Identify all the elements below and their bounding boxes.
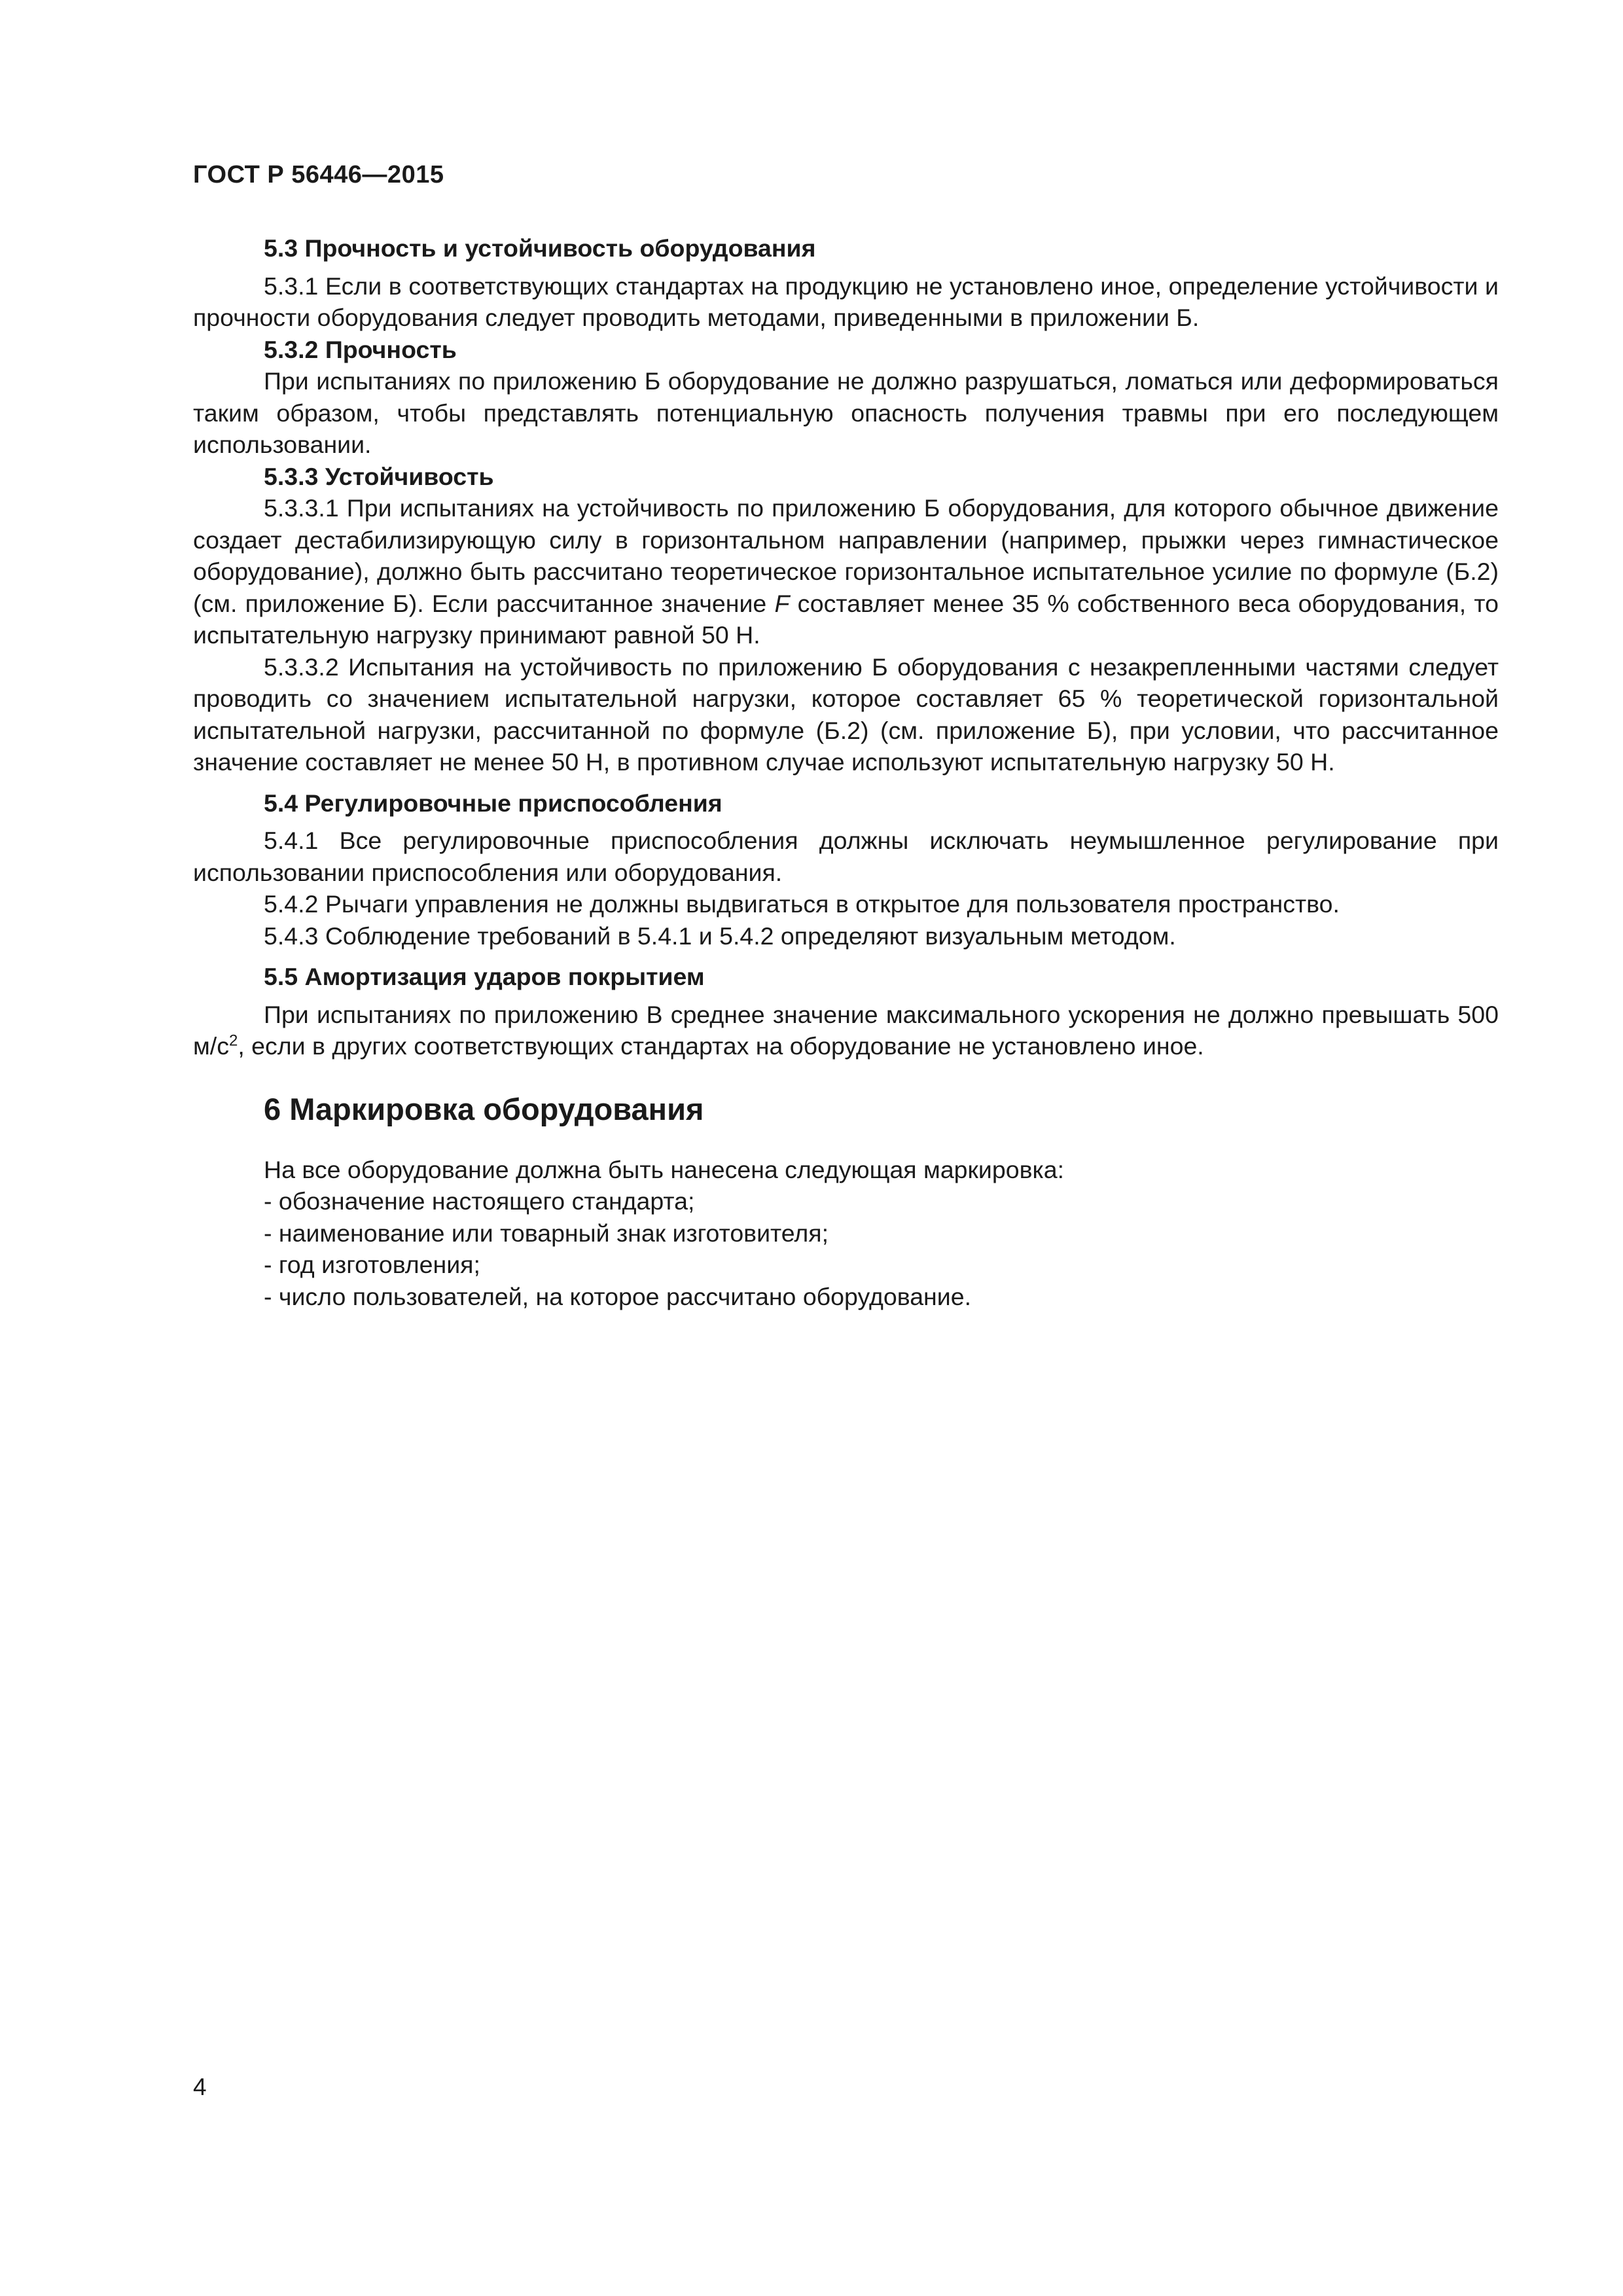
force-variable: F: [774, 589, 790, 617]
document-page: [193, 0, 1499, 2296]
section-6-intro: На все оборудование должна быть нанесена следующая маркировка:: [264, 1155, 1065, 1183]
paragraph-5-4-3: 5.4.3 Соблюдение требований в 5.4.1 и 5.4.2 определяют визуальным методом.: [264, 922, 1176, 950]
paragraph-5-3-2: При испытаниях по приложению Б оборудование не должно разрушаться, ломаться или деформироваться таким образом, чтобы представлять потенциальную опасность получения травмы при его последующем использовании.: [193, 367, 1499, 458]
list-item: - число пользователей, на которое рассчитано оборудование.: [264, 1282, 971, 1310]
paragraph-5-3-3-1-part-b: составляет менее 35 % собственного веса оборудования, то испытательную нагрузку принимают равной 50 Н.: [193, 589, 1499, 649]
paragraph-5-5-part-a: При испытаниях по приложению В среднее значение максимального ускорения не должно превышать 500 м/с: [193, 1000, 1499, 1060]
list-item: - год изготовления;: [264, 1251, 480, 1278]
section-5-3-2-heading: 5.3.2 Прочность: [264, 335, 457, 363]
section-5-3-3-heading: 5.3.3 Устойчивость: [264, 462, 494, 490]
paragraph-5-5: [193, 999, 1499, 1062]
section-5-3-heading: 5.3 Прочность и устойчивость оборудования: [264, 234, 816, 262]
paragraph-5-3-3-2: 5.3.3.2 Испытания на устойчивость по приложению Б оборудования с незакрепленными частями следует проводить со значением испытательной нагрузки, которое составляет 65 % теоретической горизонтальной испытательной нагрузки, рассчитанной по формуле (Б.2) (см. приложение Б), при условии, что рассчитанное значение составляет не менее 50 Н, в противном случае используют испытательную нагрузку 50 Н.: [193, 653, 1499, 776]
page-number: 4: [193, 2073, 207, 2100]
paragraph-5-3-1: 5.3.1 Если в соответствующих стандартах на продукцию не установлено иное, определение устойчивости и прочности оборудования следует проводить методами, приведенными в приложении Б.: [193, 272, 1499, 331]
section-5-4-heading: 5.4 Регулировочные приспособления: [264, 789, 722, 817]
superscript-2: 2: [228, 1031, 238, 1050]
section-6-heading: 6 Маркировка оборудования: [264, 1091, 704, 1126]
paragraph-5-3-3-1-part-a: 5.3.3.1 При испытаниях на устойчивость по приложению Б оборудования, для которого обычное движение создает дестабилизирующую силу в горизонтальном направлении (например, прыжки через гимнастическое оборудование), должно быть рассчитано теоретическое горизонтальное испытательное усилие по формуле (Б.2) (см. приложение Б). Если рассчитанное значение: [193, 494, 1499, 617]
paragraph-5-3-3-1: [193, 492, 1499, 651]
paragraph-5-4-1: 5.4.1 Все регулировочные приспособления должны исключать неумышленное регулирование при использовании приспособления или оборудования.: [193, 827, 1499, 886]
document-body: [193, 232, 1499, 1312]
section-5-5-heading: 5.5 Амортизация ударов покрытием: [264, 963, 705, 990]
paragraph-5-5-part-b: , если в других соответствующих стандартах на оборудование не установлено иное.: [238, 1032, 1204, 1060]
paragraph-5-4-2: 5.4.2 Рычаги управления не должны выдвигаться в открытое для пользователя пространство.: [264, 890, 1340, 918]
list-item: - обозначение настоящего стандарта;: [264, 1187, 695, 1215]
document-code-header: ГОСТ Р 56446—2015: [193, 161, 444, 188]
list-item: - наименование или товарный знак изготовителя;: [264, 1219, 829, 1247]
